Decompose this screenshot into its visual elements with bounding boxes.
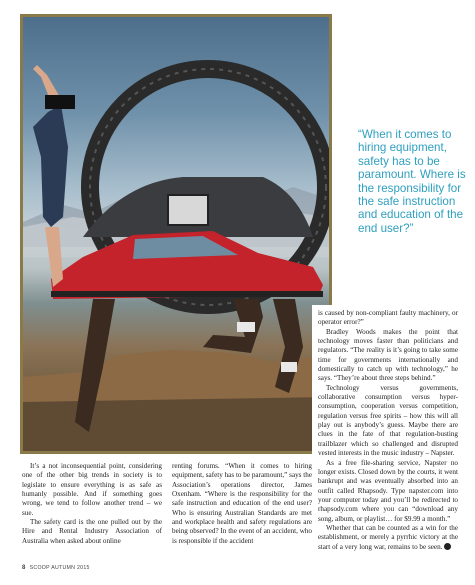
page-footer [22, 565, 90, 571]
car-bumper [51, 291, 323, 297]
paragraph-text: Whether that can be counted as a win for the establishment, or merely a pyrrhic victory at the start of a very long war, remains to be seen. [318, 523, 458, 551]
paragraph: Technology versus governments, collaborative consumption versus hyper-consumption, cooperation versus competition, regulation versus free spirits – how this will all play out is anybody’s guess. Maybe there are clues in the fate of that regulation-busting trailblazer which so challenged and disrupted vested interests in the music industry – Napster. [318, 383, 458, 458]
article-column-right [312, 305, 462, 552]
binoculars [45, 95, 75, 109]
article-column-middle [172, 462, 312, 546]
collage-illustration [23, 17, 329, 451]
paragraph [318, 524, 458, 552]
horse-sock [237, 322, 255, 332]
paragraph: It’s a not inconsequential point, considering one of the other big trends in society is to legislate to ensure everything is as safe as humanly possible. And if something goes wrong, we tend to follow another trend – we sue. [22, 462, 162, 517]
paragraph: As a free file-sharing service, Napster no longer exists. Closed down by the courts, it went bankrupt and was eventually absorbed into an outfit called Rhapsody. Type napster.com into your computer today and you’ll be redirected to rhapsody.com where you can “download any song, album, or playlist… for $9.99 a month.” [318, 458, 458, 523]
desert-ground [23, 397, 329, 451]
woman-dress [33, 105, 68, 227]
paragraph: Bradley Woods makes the point that technology moves faster than politicians and regulators. “The reality is it’s going to take some time for governments internationally and domestically to catch up with technology,” he says. “They’re about three steps behind.” [318, 327, 458, 383]
page-number: 8 [22, 565, 26, 571]
paragraph: is caused by non-compliant faulty machinery, or operator error?” [318, 309, 458, 327]
end-mark-icon [444, 543, 451, 550]
horse-sock [281, 362, 297, 372]
article-column-left [22, 462, 162, 546]
machine-window [168, 195, 208, 225]
paragraph: The safety card is the one pulled out by the Hire and Rental Industry Association of Australia when asked about online [22, 518, 162, 545]
publication-name: SCOOP AUTUMN 2015 [29, 565, 90, 571]
pull-quote: “When it comes to hiring equipment, safety has to be paramount. Where is the responsibility for the safe instruction and education of the end user?” [358, 128, 466, 235]
paragraph: renting forums. “When it comes to hiring equipment, safety has to be paramount,” says the Association’s operations director, James Oxenham. “Where is the responsibility for the safe instruction and education of the end user? Who is ensuring Australian Standards are met and workplace health and safety regulations are being observed? In the event of an accident, who is responsible if the accident [172, 462, 312, 545]
collage-artwork [20, 14, 332, 454]
